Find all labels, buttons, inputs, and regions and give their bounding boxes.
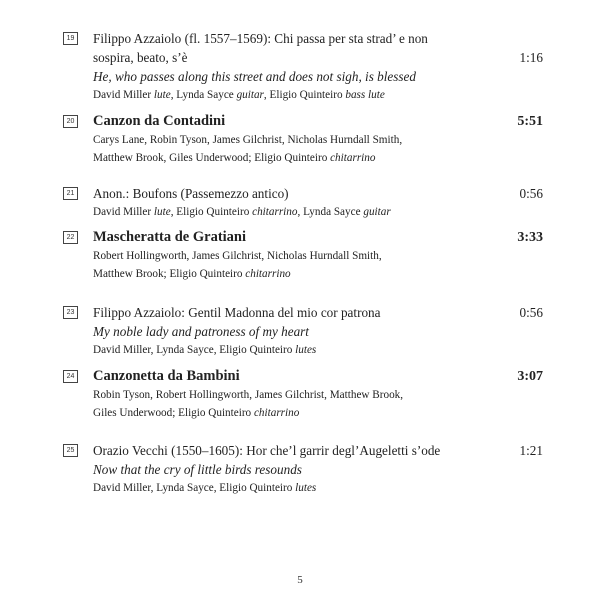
track-21 bbox=[63, 184, 543, 224]
performer: David Miller bbox=[93, 206, 154, 218]
track-24 bbox=[63, 367, 543, 427]
performers-line-1: Carys Lane, Robin Tyson, James Gilchrist, Nicholas Hurndall Smith, bbox=[93, 134, 403, 146]
track-body bbox=[93, 303, 513, 359]
performer: David Miller bbox=[93, 89, 154, 101]
instrument: lutes bbox=[295, 482, 317, 494]
track-body bbox=[93, 29, 513, 104]
title-line-1: Filippo Azzaiolo (fl. 1557–1569): Chi passa per sta strad’ e non bbox=[93, 31, 428, 46]
track-title: Mascheratta de Gratiani bbox=[93, 229, 247, 245]
track-duration: 1:16 bbox=[519, 50, 543, 65]
instrument: guitar bbox=[236, 89, 264, 101]
performers-line-1: Robin Tyson, Robert Hollingworth, James Gilchrist, Matthew Brook, bbox=[93, 389, 404, 401]
instrument: guitar bbox=[363, 206, 391, 218]
track-title: Canzon da Contadini bbox=[93, 113, 226, 129]
track-25 bbox=[63, 441, 543, 501]
performers-line-2: Matthew Brook, Giles Underwood; Eligio Quinteiro bbox=[93, 152, 331, 164]
track-performers bbox=[93, 247, 513, 283]
track-duration: 3:33 bbox=[517, 230, 543, 245]
track-performers bbox=[93, 203, 513, 221]
track-22 bbox=[63, 228, 543, 288]
track-title: Orazio Vecchi (1550–1605): Hor che’l garrir degl’Augeletti s’ode bbox=[93, 443, 441, 458]
track-performers bbox=[93, 479, 523, 497]
performer: , Lynda Sayce bbox=[297, 206, 364, 218]
instrument: chitarrino bbox=[253, 407, 300, 419]
track-number: 19 bbox=[63, 32, 78, 45]
track-20 bbox=[63, 112, 543, 172]
track-number: 23 bbox=[63, 306, 78, 319]
performer: , Eligio Quinteiro bbox=[263, 89, 346, 101]
instrument: lute bbox=[153, 89, 171, 101]
track-title: Anon.: Boufons (Passemezzo antico) bbox=[93, 186, 289, 201]
track-performers bbox=[93, 131, 513, 167]
track-translation: My noble lady and patroness of my heart bbox=[93, 324, 309, 339]
performer: , Lynda Sayce bbox=[170, 89, 237, 101]
track-performers bbox=[93, 86, 513, 104]
track-body bbox=[93, 112, 513, 167]
track-duration: 0:56 bbox=[519, 186, 543, 201]
page-number: 5 bbox=[297, 574, 303, 586]
performers-line-1: Robert Hollingworth, James Gilchrist, Nicholas Hurndall Smith, bbox=[93, 250, 382, 262]
track-duration: 1:21 bbox=[519, 443, 543, 458]
instrument: chitarrino bbox=[330, 152, 376, 164]
track-title: Canzonetta da Bambini bbox=[93, 368, 240, 384]
instrument: lutes bbox=[295, 344, 317, 356]
performer: David Miller, Lynda Sayce, Eligio Quinteiro bbox=[93, 482, 296, 494]
performers-line-2: Giles Underwood; Eligio Quinteiro bbox=[93, 407, 254, 419]
track-performers bbox=[93, 386, 513, 422]
instrument: chitarrino bbox=[245, 268, 291, 280]
track-23 bbox=[63, 303, 543, 363]
track-title: Filippo Azzaiolo: Gentil Madonna del mio cor patrona bbox=[93, 305, 381, 320]
instrument: chitarrino bbox=[252, 206, 298, 218]
track-number: 21 bbox=[63, 187, 78, 200]
performer: David Miller, Lynda Sayce, Eligio Quinteiro bbox=[93, 344, 296, 356]
track-duration: 3:07 bbox=[517, 369, 543, 384]
track-number: 25 bbox=[63, 444, 78, 457]
performers-line-2: Matthew Brook; Eligio Quinteiro bbox=[93, 268, 246, 280]
track-number: 24 bbox=[63, 370, 78, 383]
track-title bbox=[93, 29, 513, 67]
track-translation: He, who passes along this street and does not sigh, is blessed bbox=[93, 69, 416, 84]
instrument: bass lute bbox=[345, 89, 385, 101]
track-body bbox=[93, 228, 513, 283]
track-19 bbox=[63, 29, 543, 109]
instrument: lute bbox=[153, 206, 171, 218]
track-number: 22 bbox=[63, 231, 78, 244]
track-body bbox=[93, 441, 523, 497]
track-translation: Now that the cry of little birds resounds bbox=[93, 462, 302, 477]
title-line-2: sospira, beato, s’è bbox=[93, 50, 188, 65]
track-performers bbox=[93, 341, 513, 359]
track-duration: 0:56 bbox=[519, 305, 543, 320]
track-body bbox=[93, 367, 513, 422]
track-duration: 5:51 bbox=[517, 114, 543, 129]
track-body bbox=[93, 184, 513, 221]
performer: , Eligio Quinteiro bbox=[170, 206, 253, 218]
track-number: 20 bbox=[63, 115, 78, 128]
